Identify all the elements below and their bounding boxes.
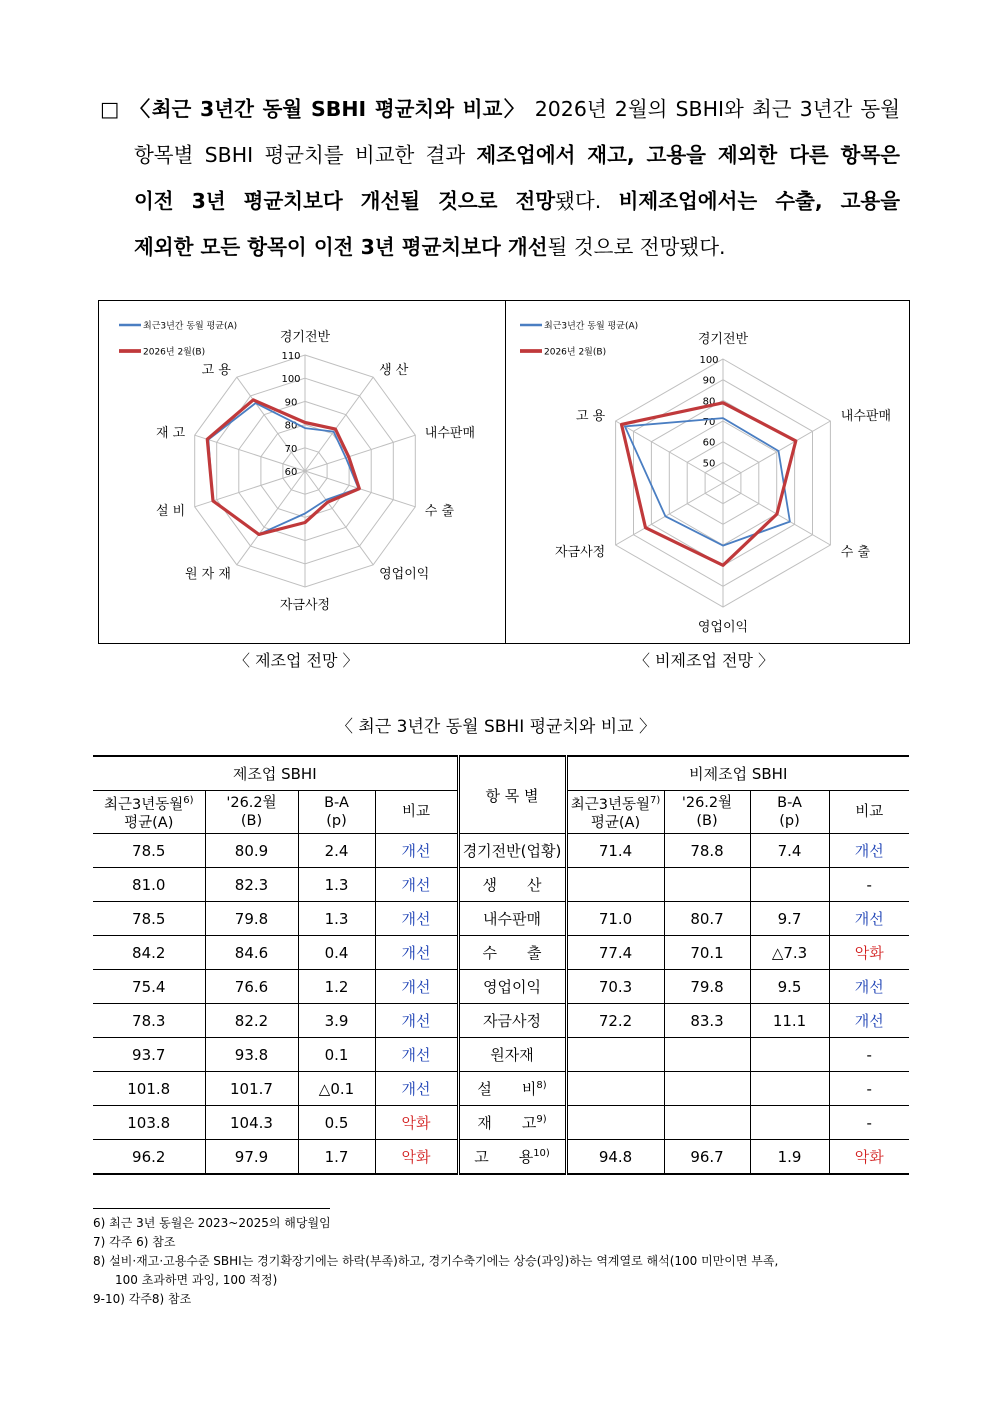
nonmfg-value-cell: 70.3 — [566, 970, 664, 1004]
table-row — [93, 970, 909, 1004]
nonmfg-value-cell: 96.7 — [664, 1140, 750, 1175]
nonmfg-comparison-cell: 개선 — [829, 834, 909, 868]
nonmfg-value-cell: 9.5 — [750, 970, 829, 1004]
table-row — [93, 1106, 909, 1140]
table-row — [93, 936, 909, 970]
nonmfg-value-cell: 77.4 — [566, 936, 664, 970]
non-manufacturing-radar-chart — [506, 301, 911, 645]
nonmfg-value-cell: 80.7 — [664, 902, 750, 936]
nonmfg-comparison-cell: 악화 — [829, 1140, 909, 1175]
nonmfg-tick-label: 90 — [702, 375, 716, 387]
mfg-value-cell: 93.7 — [93, 1038, 205, 1072]
mfg-chart-caption: 〈 제조업 전망 〉 — [234, 651, 359, 670]
nonmfg-value-cell: 9.7 — [750, 902, 829, 936]
item-name-cell: 설 비$^{8)}$ — [458, 1072, 566, 1106]
mfg-comparison-cell: 개선 — [375, 970, 458, 1004]
nonmfg-category-label: 영업이익 — [697, 620, 749, 635]
mfg-value-cell: 0.1 — [298, 1038, 375, 1072]
paragraph-line-2: 항목별 SBHI 평균치를 비교한 결과 제조업에서 재고, 고용을 제외한 다른 항목은 — [134, 143, 900, 167]
mfg-legend-label-avg: 최근3년간 동월 평균(A) — [143, 321, 238, 332]
nonmfg-comparison-cell: 악화 — [829, 936, 909, 970]
item-name-cell: 원자재 — [458, 1038, 566, 1072]
nonmfg-col-header: 최근3년동월$^{7)}$ 평균(A) — [566, 791, 664, 834]
paragraph-line-3: 이전 3년 평균치보다 개선될 것으로 전망됐다. 비제조업에서는 수출, 고용을 — [134, 189, 901, 213]
mfg-comparison-cell: 개선 — [375, 1004, 458, 1038]
mfg-group-header: 제조업 SBHI — [93, 756, 458, 791]
nonmfg-legend-label-current: 2026년 2월(B) — [544, 347, 607, 358]
mfg-col-header: 최근3년동월$^{6)}$ 평균(A) — [93, 791, 205, 834]
item-name-cell: 고 용$^{10)}$ — [458, 1140, 566, 1175]
mfg-value-cell: 80.9 — [205, 834, 298, 868]
nonmfg-col-header: B-A (p) — [750, 791, 829, 834]
footnote-rule — [93, 1208, 330, 1209]
nonmfg-comparison-cell: - — [829, 1072, 909, 1106]
item-name-cell: 재 고$^{9)}$ — [458, 1106, 566, 1140]
mfg-comparison-cell: 개선 — [375, 902, 458, 936]
nonmfg-category-label: 수 출 — [840, 545, 871, 560]
mfg-tick-label: 110 — [281, 351, 301, 362]
footnote-9-10: 9-10) 각주8) 참조 — [93, 1292, 192, 1306]
nonmfg-tick-label: 80 — [702, 396, 716, 408]
nonmfg-value-cell: 71.4 — [566, 834, 664, 868]
mfg-value-cell: 1.3 — [298, 868, 375, 902]
mfg-tick-label: 70 — [284, 443, 298, 455]
mfg-value-cell: 84.6 — [205, 936, 298, 970]
footnote-8: 8) 설비·재고·고용수준 SBHI는 경기확장기에는 하락(부족)하고, 경기수축기에는 상승(과잉)하는 역계열로 해석(100 미만이면 부족, — [93, 1254, 779, 1268]
mfg-comparison-cell: 개선 — [375, 868, 458, 902]
nonmfg-value-cell — [566, 1038, 664, 1072]
nonmfg-value-cell: 79.8 — [664, 970, 750, 1004]
mfg-col-header: B-A (p) — [298, 791, 375, 834]
nonmfg-value-cell — [566, 1072, 664, 1106]
radar-charts-frame — [98, 300, 910, 644]
mfg-value-cell: 76.6 — [205, 970, 298, 1004]
table-row — [93, 1140, 909, 1175]
table-row — [93, 1004, 909, 1038]
nonmfg-value-cell: 1.9 — [750, 1140, 829, 1175]
mfg-category-label: 수 출 — [424, 503, 455, 519]
mfg-comparison-cell: 악화 — [375, 1106, 458, 1140]
mfg-category-label: 영업이익 — [379, 566, 430, 582]
mfg-tick-label: 100 — [281, 374, 301, 386]
nonmfg-tick-label: 50 — [702, 458, 716, 470]
table-row — [93, 902, 909, 936]
nonmfg-comparison-cell: - — [829, 1038, 909, 1072]
table-row — [93, 1072, 909, 1106]
mfg-value-cell: 2.4 — [298, 834, 375, 868]
mfg-col-header: '26.2월 (B) — [205, 791, 298, 834]
mfg-category-label: 재 고 — [155, 426, 186, 442]
item-name-cell: 수 출 — [458, 936, 566, 970]
mfg-comparison-cell: 개선 — [375, 936, 458, 970]
nonmfg-value-cell: 71.0 — [566, 902, 664, 936]
nonmfg-comparison-cell: - — [829, 868, 909, 902]
mfg-category-label: 경기전반 — [279, 330, 331, 345]
mfg-value-cell: 103.8 — [93, 1106, 205, 1140]
table-title: 〈 최근 3년간 동월 SBHI 평균치와 비교 〉 — [336, 717, 656, 737]
nonmfg-group-header: 비제조업 SBHI — [566, 756, 909, 791]
mfg-category-label: 고 용 — [201, 363, 231, 379]
nonmfg-value-cell: 94.8 — [566, 1140, 664, 1175]
nonmfg-category-label: 자금사정 — [554, 545, 606, 560]
nonmfg-tick-label: 70 — [702, 417, 716, 428]
mfg-category-label: 생 산 — [379, 363, 409, 379]
mfg-value-cell: 1.2 — [298, 970, 375, 1004]
nonmfg-comparison-cell: 개선 — [829, 1004, 909, 1038]
mfg-spoke — [305, 471, 373, 565]
nonmfg-value-cell — [664, 1072, 750, 1106]
mfg-tick-label: 60 — [284, 467, 298, 478]
item-column-header: 항 목 별 — [458, 756, 566, 834]
nonmfg-chart-caption: 〈 비제조업 전망 〉 — [634, 651, 774, 670]
mfg-value-cell: 1.3 — [298, 902, 375, 936]
nonmfg-value-cell — [664, 1106, 750, 1140]
mfg-value-cell: 84.2 — [93, 936, 205, 970]
nonmfg-value-cell — [566, 868, 664, 902]
nonmfg-value-cell — [750, 868, 829, 902]
nonmfg-legend-label-avg: 최근3년간 동월 평균(A) — [544, 321, 639, 332]
mfg-value-cell: 82.2 — [205, 1004, 298, 1038]
mfg-value-cell: △0.1 — [298, 1072, 375, 1106]
nonmfg-value-cell: 78.8 — [664, 834, 750, 868]
mfg-spoke — [305, 435, 415, 471]
mfg-value-cell: 0.5 — [298, 1106, 375, 1140]
mfg-col-header: 비교 — [375, 791, 458, 834]
mfg-value-cell: 1.7 — [298, 1140, 375, 1175]
nonmfg-value-cell — [750, 1038, 829, 1072]
nonmfg-category-label: 내수판매 — [840, 409, 892, 424]
manufacturing-radar-chart — [99, 301, 505, 645]
paragraph-line-1: □ 〈최근 3년간 동월 SBHI 평균치와 비교〉 2026년 2월의 SBHI와 최근 3년간 동월 — [100, 97, 900, 121]
mfg-value-cell: 101.8 — [93, 1072, 205, 1106]
nonmfg-value-cell: 7.4 — [750, 834, 829, 868]
nonmfg-comparison-cell: 개선 — [829, 902, 909, 936]
table-row — [93, 834, 909, 868]
item-name-cell: 내수판매 — [458, 902, 566, 936]
nonmfg-comparison-cell: - — [829, 1106, 909, 1140]
footnote-8-cont: 100 초과하면 과잉, 100 적정) — [115, 1273, 278, 1287]
nonmfg-value-cell — [750, 1072, 829, 1106]
mfg-value-cell: 104.3 — [205, 1106, 298, 1140]
mfg-tick-label: 80 — [284, 420, 298, 432]
nonmfg-category-label: 고 용 — [575, 409, 606, 424]
paragraph-line-4: 제외한 모든 항목이 이전 3년 평균치보다 개선될 것으로 전망됐다. — [134, 235, 726, 259]
footnote-6: 6) 최근 3년 동월은 2023~2025의 해당월임 — [93, 1216, 331, 1230]
item-name-cell: 자금사정 — [458, 1004, 566, 1038]
nonmfg-comparison-cell: 개선 — [829, 970, 909, 1004]
mfg-value-cell: 81.0 — [93, 868, 205, 902]
table-row — [93, 1038, 909, 1072]
mfg-value-cell: 97.9 — [205, 1140, 298, 1175]
mfg-value-cell: 78.3 — [93, 1004, 205, 1038]
footnote-7: 7) 각주 6) 참조 — [93, 1235, 176, 1249]
mfg-legend-label-current: 2026년 2월(B) — [143, 347, 206, 358]
mfg-category-label: 원 자 재 — [184, 566, 231, 582]
mfg-value-cell: 93.8 — [205, 1038, 298, 1072]
mfg-value-cell: 0.4 — [298, 936, 375, 970]
nonmfg-value-cell — [750, 1106, 829, 1140]
nonmfg-category-label: 경기전반 — [697, 332, 749, 347]
nonmfg-col-header: 비교 — [829, 791, 909, 834]
item-name-cell: 영업이익 — [458, 970, 566, 1004]
mfg-value-cell: 75.4 — [93, 970, 205, 1004]
mfg-value-cell: 101.7 — [205, 1072, 298, 1106]
nonmfg-value-cell: △7.3 — [750, 936, 829, 970]
mfg-category-label: 설 비 — [155, 503, 186, 519]
nonmfg-value-cell: 70.1 — [664, 936, 750, 970]
mfg-value-cell: 78.5 — [93, 902, 205, 936]
mfg-value-cell: 3.9 — [298, 1004, 375, 1038]
footnotes — [93, 1214, 903, 1309]
table-row — [93, 868, 909, 902]
nonmfg-value-cell — [664, 868, 750, 902]
mfg-value-cell: 79.8 — [205, 902, 298, 936]
nonmfg-value-cell — [664, 1038, 750, 1072]
nonmfg-tick-label: 100 — [699, 355, 719, 366]
item-name-cell: 생 산 — [458, 868, 566, 902]
nonmfg-value-cell: 72.2 — [566, 1004, 664, 1038]
mfg-value-cell: 96.2 — [93, 1140, 205, 1175]
mfg-category-label: 자금사정 — [279, 598, 331, 613]
mfg-tick-label: 90 — [284, 397, 298, 409]
mfg-comparison-cell: 개선 — [375, 1038, 458, 1072]
mfg-value-cell: 78.5 — [93, 834, 205, 868]
item-name-cell: 경기전반(업황) — [458, 834, 566, 868]
mfg-value-cell: 82.3 — [205, 868, 298, 902]
mfg-comparison-cell: 개선 — [375, 834, 458, 868]
comparison-table — [93, 755, 909, 1175]
mfg-category-label: 내수판매 — [424, 426, 476, 442]
nonmfg-value-cell: 11.1 — [750, 1004, 829, 1038]
mfg-comparison-cell: 개선 — [375, 1072, 458, 1106]
nonmfg-value-cell — [566, 1106, 664, 1140]
summary-paragraph — [100, 86, 900, 270]
nonmfg-col-header: '26.2월 (B) — [664, 791, 750, 834]
mfg-comparison-cell: 악화 — [375, 1140, 458, 1175]
nonmfg-value-cell: 83.3 — [664, 1004, 750, 1038]
nonmfg-tick-label: 60 — [702, 437, 716, 449]
